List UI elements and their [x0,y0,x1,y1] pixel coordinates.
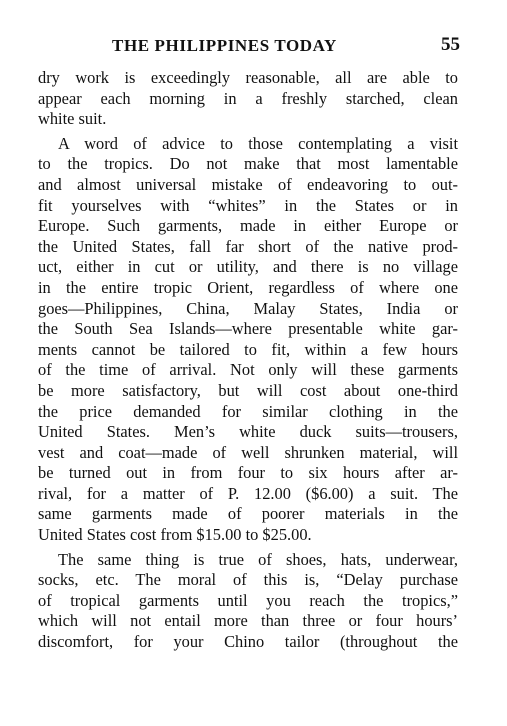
text-line: the South Sea Islands—where presentable white gar- [38,319,458,339]
paragraph [38,134,458,546]
text-line: A word of advice to those contemplating a visit [58,133,458,153]
running-title: THE PHILIPPINES TODAY [112,36,337,55]
paragraph [38,68,458,130]
text-line: of tropical garments until you reach the tropics,” [38,590,458,610]
text-line: fit yourselves with “whites” in the States or in [38,195,458,215]
text-line: United States cost from $15.00 to $25.00. [38,525,312,545]
text-line: Europe. Such garments, made in either Europe or [38,216,458,236]
text-line: appear each morning in a freshly starched, clean [38,88,458,108]
text-line: socks, etc. The moral of this is, “Delay purchase [38,570,458,590]
text-line: white suit. [38,109,107,129]
text-line: to the tropics. Do not make that most lamentable [38,154,458,174]
text-line: in the entire tropic Orient, regardless of where one [38,277,458,297]
text-line: rival, for a matter of P. 12.00 ($6.00) a suit. The [38,483,458,503]
text-line: The same thing is true of shoes, hats, underwear, [58,549,458,569]
text-line: be turned out in from four to six hours after ar- [38,463,458,483]
text-line: same garments made of poorer materials in the [38,504,458,524]
text-line: United States. Men’s white duck suits—trousers, [38,422,458,442]
text-line: goes—Philippines, China, Malay States, India or [38,298,458,318]
text-line: dry work is exceedingly reasonable, all are able to [38,68,458,87]
text-line: vest and coat—made of well shrunken material, will [38,442,458,462]
text-line: which will not entail more than three or four hours’ [38,611,458,631]
body-text [38,68,458,653]
text-line: ments cannot be tailored to fit, within a few hours [38,339,458,359]
text-line: be more satisfactory, but will cost about one-third [38,380,458,400]
text-line: and almost universal mistake of endeavoring to out- [38,174,458,194]
page-header [40,36,460,60]
text-line: discomfort, for your Chino tailor (throughout the [38,632,458,652]
text-line: of the time of arrival. Not only will these garments [38,360,458,380]
paragraph [38,550,458,653]
page-number: 55 [441,34,460,55]
text-line: the price demanded for similar clothing in the [38,401,458,421]
text-line: the United States, fall far short of the native prod- [38,236,458,256]
text-line: uct, either in cut or utility, and there is no village [38,257,458,277]
